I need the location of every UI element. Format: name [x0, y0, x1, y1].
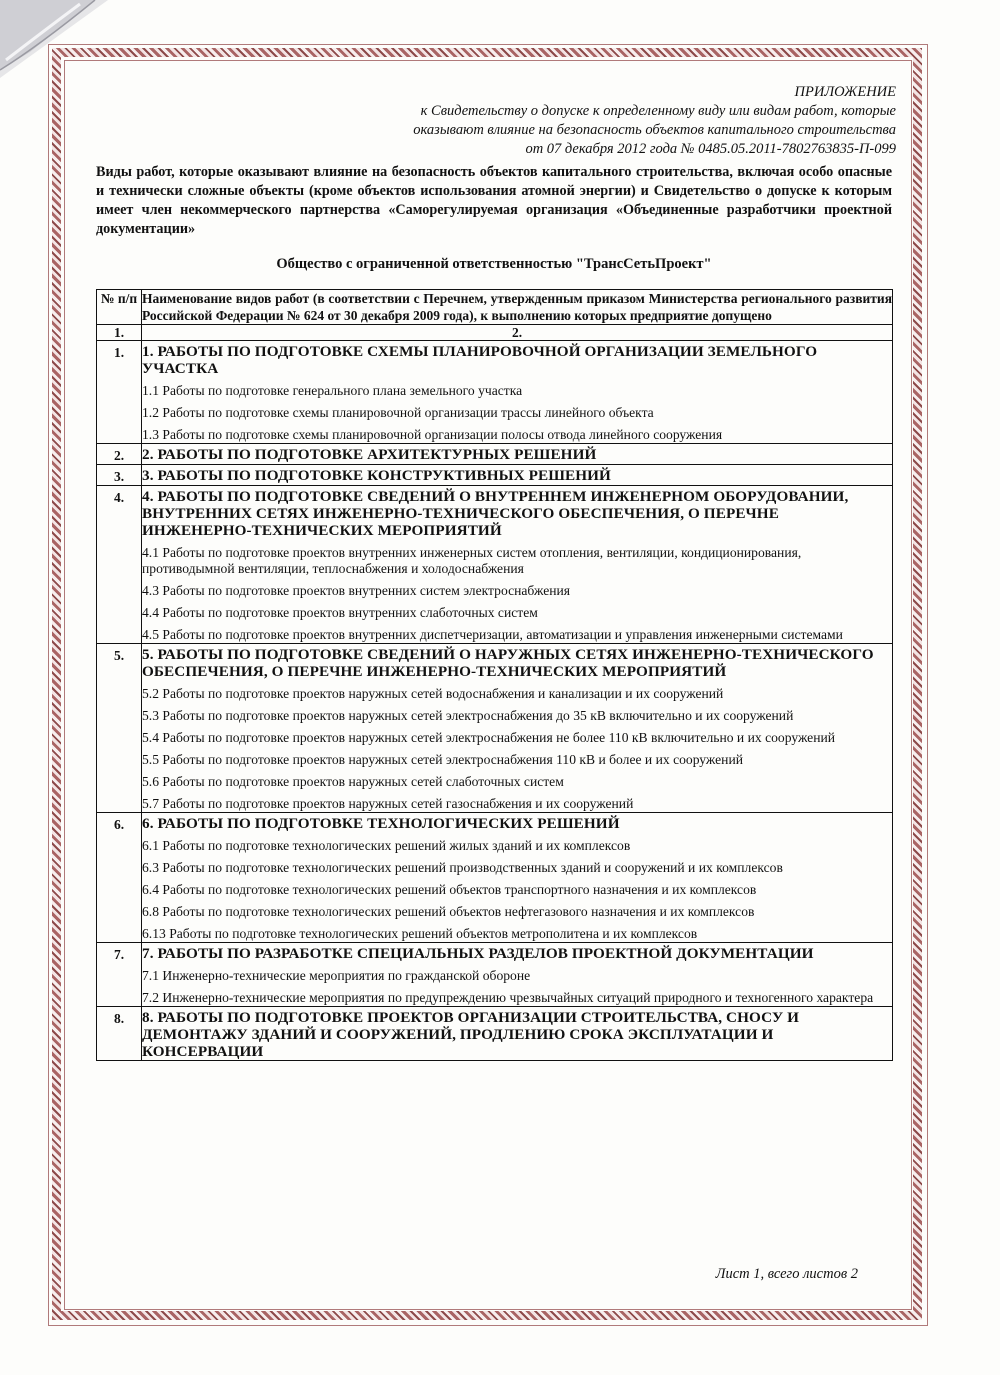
- work-item: 6.1 Работы по подготовке технологических решений жилых зданий и их комплексов: [142, 838, 631, 853]
- work-item: 1.2 Работы по подготовке схемы планировочной организации трассы линейного объекта: [142, 405, 654, 420]
- index-col-2: 2.: [142, 325, 893, 341]
- row-description: [142, 341, 893, 444]
- row-number: [97, 1007, 142, 1061]
- work-item: 5.3 Работы по подготовке проектов наружных сетей электроснабжения до 35 кВ включительно и их сооружений: [142, 708, 794, 723]
- category-title: 1. РАБОТЫ ПО ПОДГОТОВКЕ СХЕМЫ ПЛАНИРОВОЧНОЙ ОРГАНИЗАЦИИ ЗЕМЕЛЬНОГО УЧАСТКА: [142, 343, 818, 377]
- table-row: [97, 1007, 893, 1061]
- work-item: 6.4 Работы по подготовке технологических решений объектов транспортного назначения и их комплексов: [142, 882, 757, 897]
- index-col-1: 1.: [97, 325, 142, 341]
- table-row: [97, 465, 893, 486]
- row-number: [97, 444, 142, 465]
- work-item: 4.3 Работы по подготовке проектов внутренних систем электроснабжения: [142, 583, 571, 598]
- table-body: [97, 341, 893, 1061]
- category-title: 2. РАБОТЫ ПО ПОДГОТОВКЕ АРХИТЕКТУРНЫХ РЕШЕНИЙ: [142, 446, 597, 463]
- work-item: 1.1 Работы по подготовке генерального плана земельного участка: [142, 383, 523, 398]
- appendix-line-2: оказывают влияние на безопасность объектов капитального строительства: [413, 122, 896, 138]
- category-title: 5. РАБОТЫ ПО ПОДГОТОВКЕ СВЕДЕНИЙ О НАРУЖНЫХ СЕТЯХ ИНЖЕНЕРНО-ТЕХНИЧЕСКОГО ОБЕСПЕЧЕНИЯ, О ПЕРЕЧНЕ ИНЖЕНЕРНО-ТЕХНИЧЕСКИХ МЕРОПРИЯТИЙ: [142, 646, 874, 680]
- work-item: 6.8 Работы по подготовке технологических решений объектов нефтегазового назначения и их комплексов: [142, 904, 755, 919]
- row-number: [97, 486, 142, 644]
- row-description: [142, 444, 893, 465]
- row-number: [97, 465, 142, 486]
- row-number: [97, 644, 142, 813]
- row-description: [142, 813, 893, 943]
- work-item: 5.6 Работы по подготовке проектов наружных сетей слаботочных систем: [142, 774, 564, 789]
- table-row: [97, 486, 893, 644]
- row-number-text: 3.: [113, 469, 125, 484]
- row-number-text: 4.: [113, 490, 125, 505]
- work-item: 1.3 Работы по подготовке схемы планировочной организации полосы отвода линейного сооружения: [142, 427, 723, 442]
- work-item: 5.2 Работы по подготовке проектов наружных сетей водоснабжения и канализации и их сооружений: [142, 686, 724, 701]
- work-item: 4.4 Работы по подготовке проектов внутренних слаботочных систем: [142, 605, 538, 620]
- category-title: 7. РАБОТЫ ПО РАЗРАБОТКЕ СПЕЦИАЛЬНЫХ РАЗДЕЛОВ ПРОЕКТНОЙ ДОКУМЕНТАЦИИ: [142, 945, 814, 962]
- appendix-title: ПРИЛОЖЕНИЕ: [794, 84, 896, 100]
- appendix-header: [296, 83, 896, 159]
- table-row: [97, 341, 893, 444]
- category-title: 3. РАБОТЫ ПО ПОДГОТОВКЕ КОНСТРУКТИВНЫХ РЕШЕНИЙ: [142, 467, 611, 484]
- work-item: 4.5 Работы по подготовке проектов внутренних диспетчеризации, автоматизации и управления инженерными системами: [142, 627, 843, 642]
- row-number-text: 1.: [113, 345, 125, 360]
- row-description: [142, 943, 893, 1007]
- row-description: [142, 465, 893, 486]
- intro-paragraph: Виды работ, которые оказывают влияние на безопасность объектов капитального строительства, включая особо опасные и технически сложные объекты (кроме объектов использования атомной энергии) и Свидетельство о допуске к которым имеет член некоммерческого партнерства «Саморегулируемая организация «Объединенные разработчики проектной документации»: [96, 164, 892, 237]
- work-item: 7.2 Инженерно-технические мероприятия по предупреждению чрезвычайных ситуаций природного и техногенного характера: [142, 990, 874, 1005]
- work-item: 6.13 Работы по подготовке технологических решений объектов метрополитена и их комплексов: [142, 926, 698, 941]
- row-description: [142, 1007, 893, 1061]
- work-item: 4.1 Работы по подготовке проектов внутренних инженерных систем отопления, вентиляции, кондиционирования, противодымной вентиляции, теплоснабжения и холодоснабжения: [142, 545, 802, 576]
- appendix-line-1: к Свидетельству о допуске к определенному виду или видам работ, которые: [420, 103, 896, 119]
- category-title: 4. РАБОТЫ ПО ПОДГОТОВКЕ СВЕДЕНИЙ О ВНУТРЕННЕМ ИНЖЕНЕРНОМ ОБОРУДОВАНИИ, ВНУТРЕННИХ СЕТЯХ ИНЖЕНЕРНО-ТЕХНИЧЕСКОГО ОБЕСПЕЧЕНИЯ, О ПЕРЕЧНЕ ИНЖЕНЕРНО-ТЕХНИЧЕСКИХ МЕРОПРИЯТИЙ: [142, 488, 849, 539]
- category-title: 6. РАБОТЫ ПО ПОДГОТОВКЕ ТЕХНОЛОГИЧЕСКИХ РЕШЕНИЙ: [142, 815, 620, 832]
- appendix-line-3: от 07 декабря 2012 года № 0485.05.2011-7802763835-П-099: [525, 141, 896, 157]
- table-header-row: [97, 290, 893, 325]
- header-num: № п/п: [97, 290, 142, 325]
- work-item: 6.3 Работы по подготовке технологических решений производственных зданий и сооружений и их комплексов: [142, 860, 783, 875]
- row-description: [142, 644, 893, 813]
- work-item: 7.1 Инженерно-технические мероприятия по гражданской обороне: [142, 968, 531, 983]
- works-table: [96, 289, 893, 1061]
- category-title: 8. РАБОТЫ ПО ПОДГОТОВКЕ ПРОЕКТОВ ОРГАНИЗАЦИИ СТРОИТЕЛЬСТВА, СНОСУ И ДЕМОНТАЖУ ЗДАНИЙ И СООРУЖЕНИЙ, ПРОДЛЕНИЮ СРОКА ЭКСПЛУАТАЦИИ И КОНСЕРВАЦИИ: [142, 1009, 800, 1060]
- header-desc: Наименование видов работ (в соответствии с Перечнем, утвержденным приказом Министерства регионального развития Российской Федерации № 624 от 30 декабря 2009 года), к выполнению которых предприятие допущено: [142, 291, 892, 323]
- row-number-text: 2.: [113, 448, 125, 463]
- row-number: [97, 813, 142, 943]
- row-number-text: 5.: [113, 648, 125, 663]
- work-item: 5.5 Работы по подготовке проектов наружных сетей электроснабжения 110 кВ и более и их сооружений: [142, 752, 743, 767]
- table-row: [97, 813, 893, 943]
- row-number-text: 7.: [113, 947, 125, 962]
- row-number: [97, 341, 142, 444]
- table-row: [97, 644, 893, 813]
- row-number-text: 6.: [113, 817, 125, 832]
- table-row: [97, 444, 893, 465]
- table-index-row: [97, 325, 893, 341]
- row-number-text: 8.: [113, 1011, 125, 1026]
- company-name: Общество с ограниченной ответственностью "ТрансСетьПроект": [276, 256, 712, 272]
- work-item: 5.7 Работы по подготовке проектов наружных сетей газоснабжения и их сооружений: [142, 796, 634, 811]
- page-footer: Лист 1, всего листов 2: [715, 1266, 858, 1282]
- folded-corner: [0, 0, 110, 80]
- row-description: [142, 486, 893, 644]
- row-number: [97, 943, 142, 1007]
- work-item: 5.4 Работы по подготовке проектов наружных сетей электроснабжения не более 110 кВ включительно и их сооружений: [142, 730, 836, 745]
- table-row: [97, 943, 893, 1007]
